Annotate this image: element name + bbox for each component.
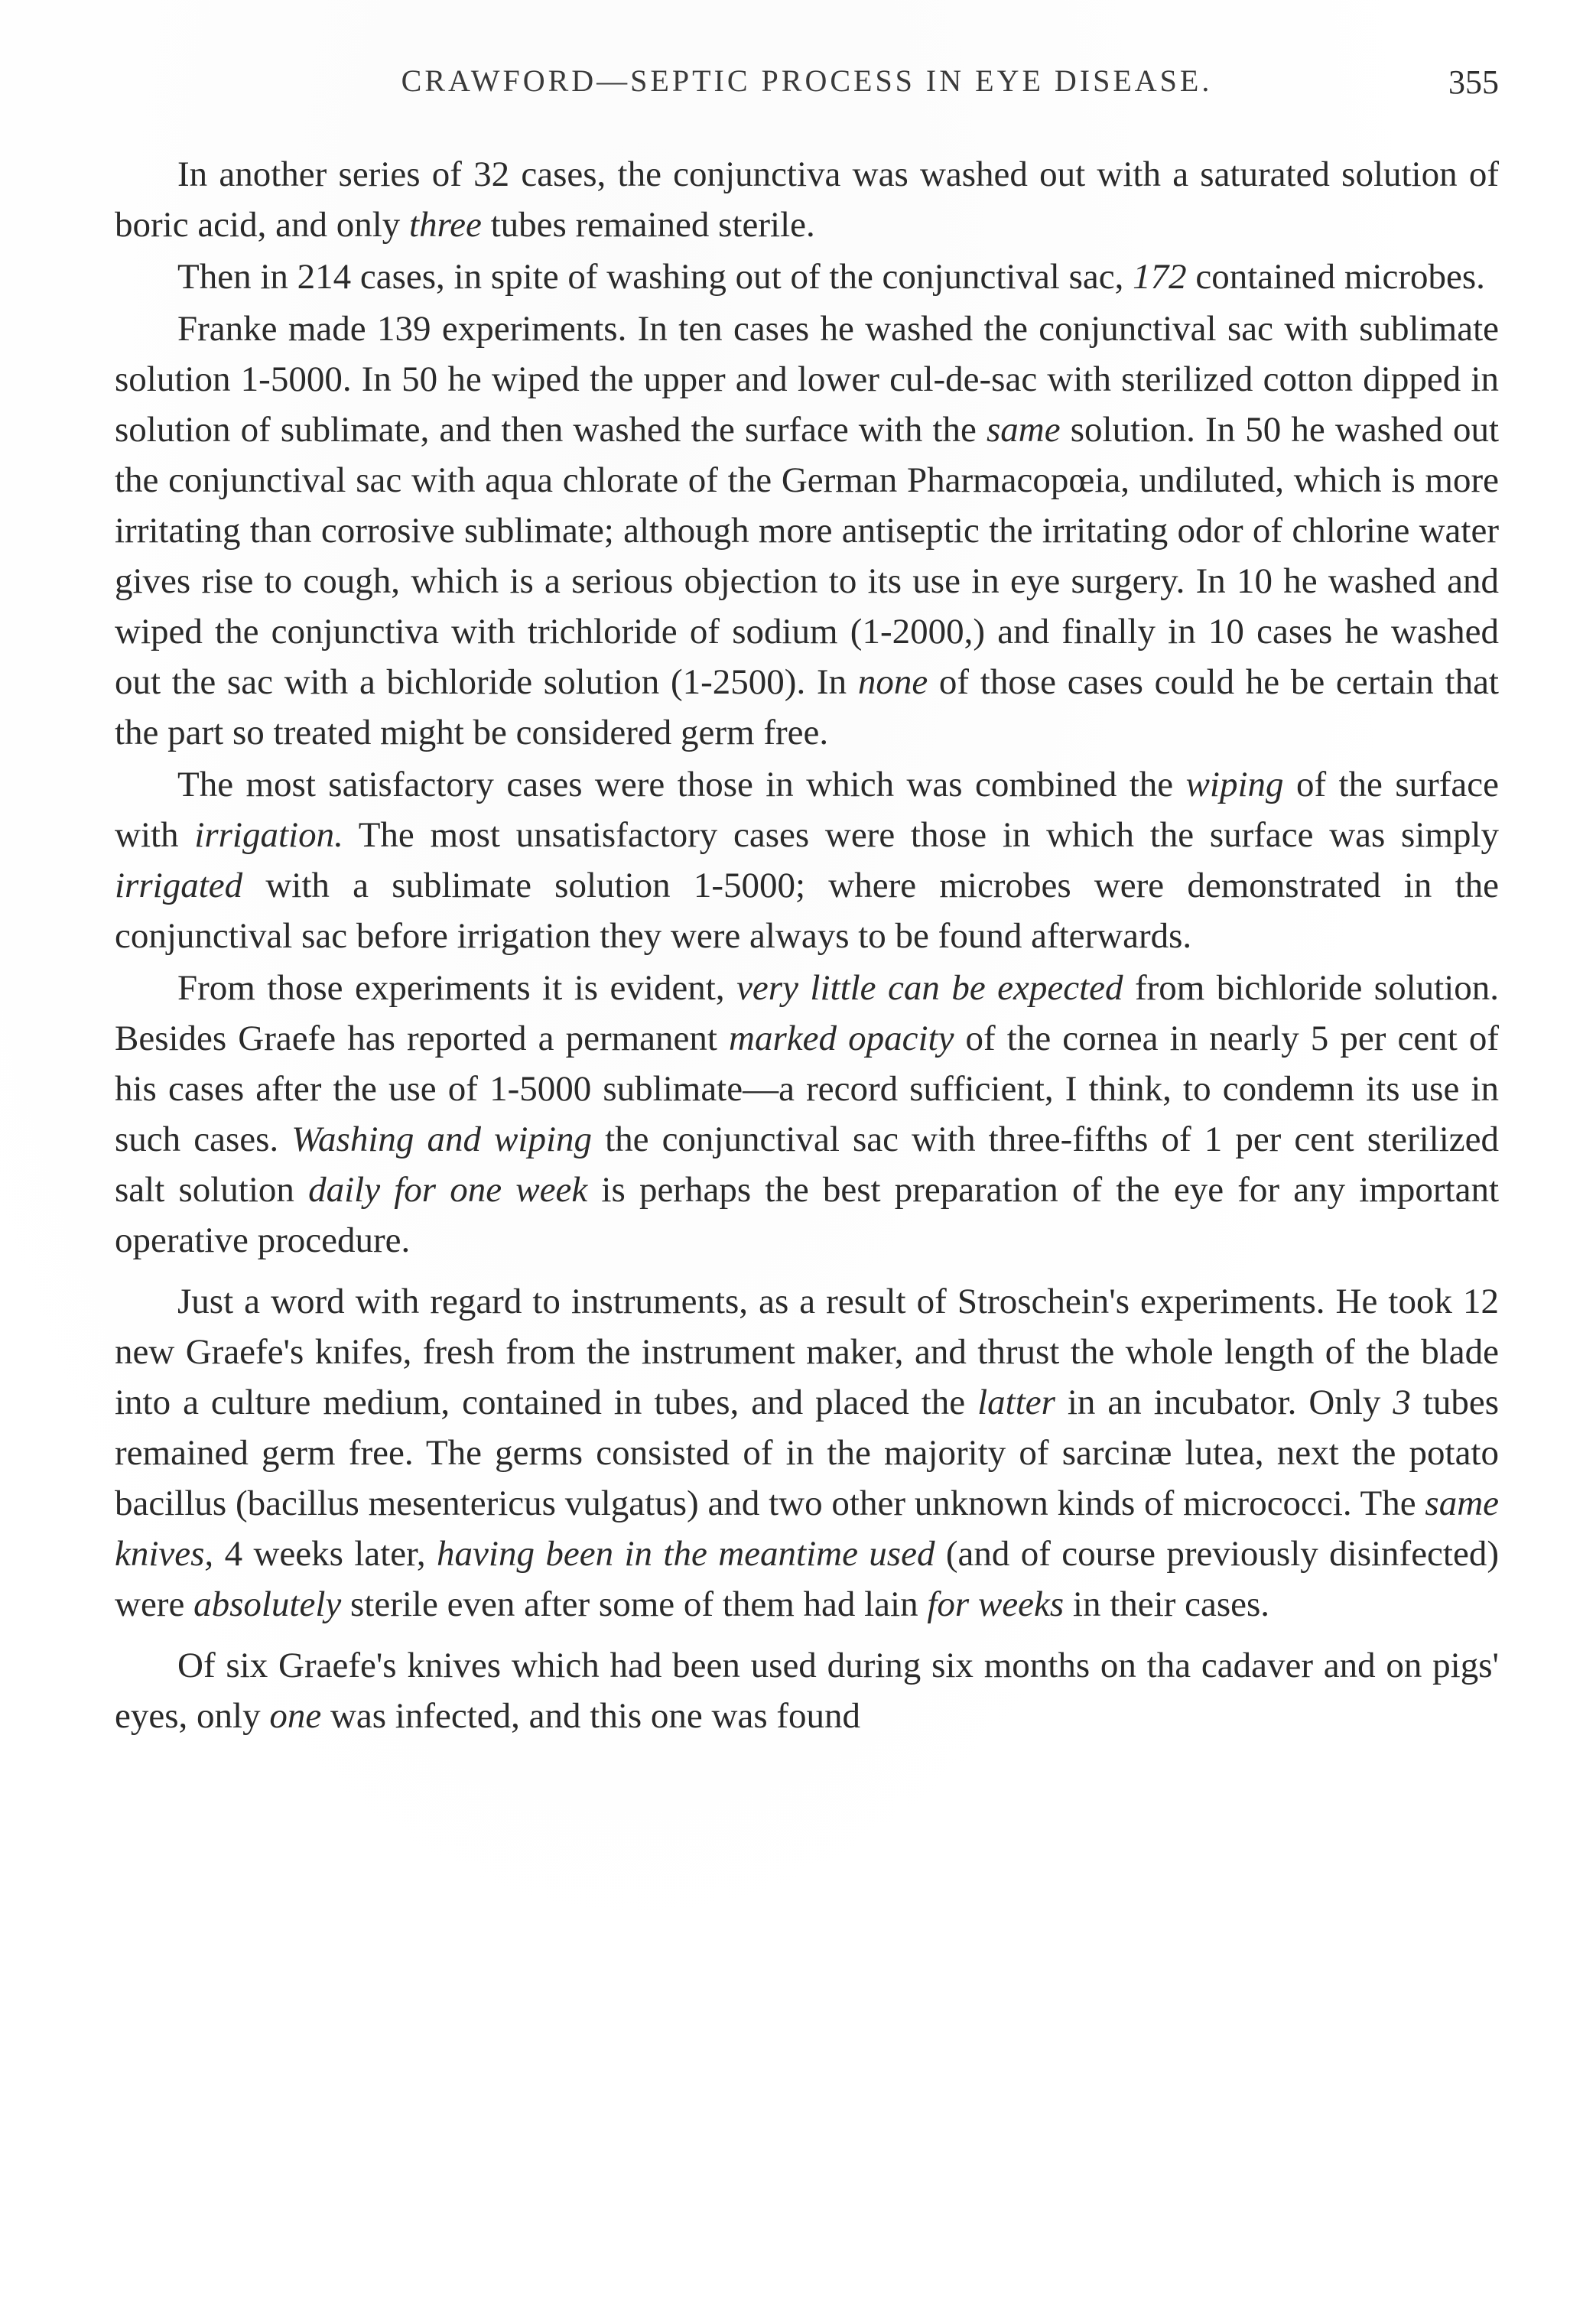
text-run: The most satisfactory cases were those in which was combined the xyxy=(177,765,1186,804)
running-head: CRAWFORD—SEPTIC PROCESS IN EYE DISEASE. xyxy=(401,63,1213,98)
text-run: The most unsatisfactory cases were those in which the surface was simply xyxy=(343,815,1499,855)
text-run: From those experiments it is evident, xyxy=(177,968,737,1008)
text-run: is perhaps the best preparation of the eye for any important operative procedure. xyxy=(115,1170,1500,1260)
text-run: 4 weeks later, xyxy=(213,1534,437,1574)
body-text xyxy=(115,149,1499,1743)
page-header xyxy=(115,63,1499,109)
text-run: in an incubator. Only xyxy=(1055,1383,1393,1422)
text-run: In another series of 32 cases, the conjunctiva was washed out with a saturated solution of boric acid, and only xyxy=(115,154,1499,245)
italic-run: irrigated xyxy=(115,866,243,905)
italic-run: absolutely xyxy=(193,1584,342,1624)
paragraph xyxy=(115,149,1499,250)
text-run: the conjunctival sac with three-fifths of 1 per cent sterilized salt solution xyxy=(115,1120,1500,1210)
italic-run: very little can be expected xyxy=(736,968,1123,1008)
italic-run: none xyxy=(857,662,928,702)
page-number: 355 xyxy=(1448,63,1499,101)
italic-run: one xyxy=(269,1696,322,1736)
text-run: of those cases could he be certain that the part so treated might be considered germ free. xyxy=(115,662,1499,752)
text-run: was infected, and this one was found xyxy=(321,1696,861,1736)
italic-run: Washing and wiping xyxy=(291,1120,593,1159)
italic-run: for weeks xyxy=(927,1584,1065,1624)
text-run: contained microbes. xyxy=(1186,257,1485,297)
text-run: of the cornea in nearly 5 per cent of his cases after the use of 1-5000 sublimate—a record sufficient, I think, to condemn its use in such cases. xyxy=(115,1019,1500,1159)
text-run: Franke made 139 experiments. In ten cases he washed the conjunctival sac with sublimate solution 1-5000. In 50 he wiped the upper and lower cul-de-sac with sterilized cotton dipped in solution of sublimate, and then washed the surface with the xyxy=(115,309,1499,450)
italic-run: irrigation. xyxy=(194,815,343,855)
text-run: solution. In 50 he washed out the conjunctival sac with aqua chlorate of the German Pharmacopœia, undiluted, which is more irritating than corrosive sublimate; although more antiseptic the irritating odor of chlorine water gives rise to cough, which is a serious objection to its use in eye surgery. In 10 he washed and wiped the conjunctiva with trichloride of sodium (1-2000,) and finally in 10 cases he washed out the sac with a bichloride solution (1-2500). In xyxy=(115,410,1499,702)
text-run: with a sublimate solution 1-5000; where microbes were demonstrated in the conjunctival sac before irrigation they were always to be found afterwards. xyxy=(115,866,1499,956)
text-run: of the surface with xyxy=(115,765,1499,855)
italic-run: having been in the meantime used xyxy=(437,1534,935,1574)
paragraph xyxy=(115,252,1499,302)
italic-run: marked opacity xyxy=(729,1019,954,1058)
text-run: tubes remained germ free. The germs consisted of in the majority of sarcinæ lutea, next the potato bacillus (bacillus mesentericus vulgatus) and two other unknown kinds of micrococci. The xyxy=(115,1383,1499,1523)
italic-run: three xyxy=(409,205,482,245)
paragraph xyxy=(115,759,1499,961)
italic-run: wiping xyxy=(1185,765,1284,804)
text-run: Of six Graefe's knives which had been used during six months on tha cadaver and on pigs' eyes, only xyxy=(115,1646,1499,1736)
italic-run: daily for one week xyxy=(308,1170,588,1210)
italic-run: same knives, xyxy=(115,1483,1499,1574)
paragraph xyxy=(115,963,1499,1266)
text-run: from bichloride solution. Besides Graefe has reported a permanent xyxy=(115,968,1500,1058)
paragraph xyxy=(115,1276,1499,1630)
italic-run: same xyxy=(987,410,1061,450)
italic-run: 3 xyxy=(1393,1383,1411,1422)
paragraph xyxy=(115,304,1499,758)
italic-run: 172 xyxy=(1133,257,1187,297)
text-run: Then in 214 cases, in spite of washing out of the conjunctival sac, xyxy=(177,257,1133,297)
italic-run: latter xyxy=(977,1383,1055,1422)
text-run: sterile even after some of them had lain xyxy=(341,1584,928,1624)
paragraph xyxy=(115,1640,1499,1741)
text-run: in their cases. xyxy=(1064,1584,1270,1624)
text-run: Just a word with regard to instruments, as a result of Stroschein's experiments. He took 12 new Graefe's knifes, fresh from the instrument maker, and thrust the whole length of the blade into a culture medium, contained in tubes, and placed the xyxy=(115,1282,1499,1422)
text-run: tubes remained sterile. xyxy=(481,205,815,245)
text-run: (and of course previously disinfected) were xyxy=(115,1534,1499,1624)
